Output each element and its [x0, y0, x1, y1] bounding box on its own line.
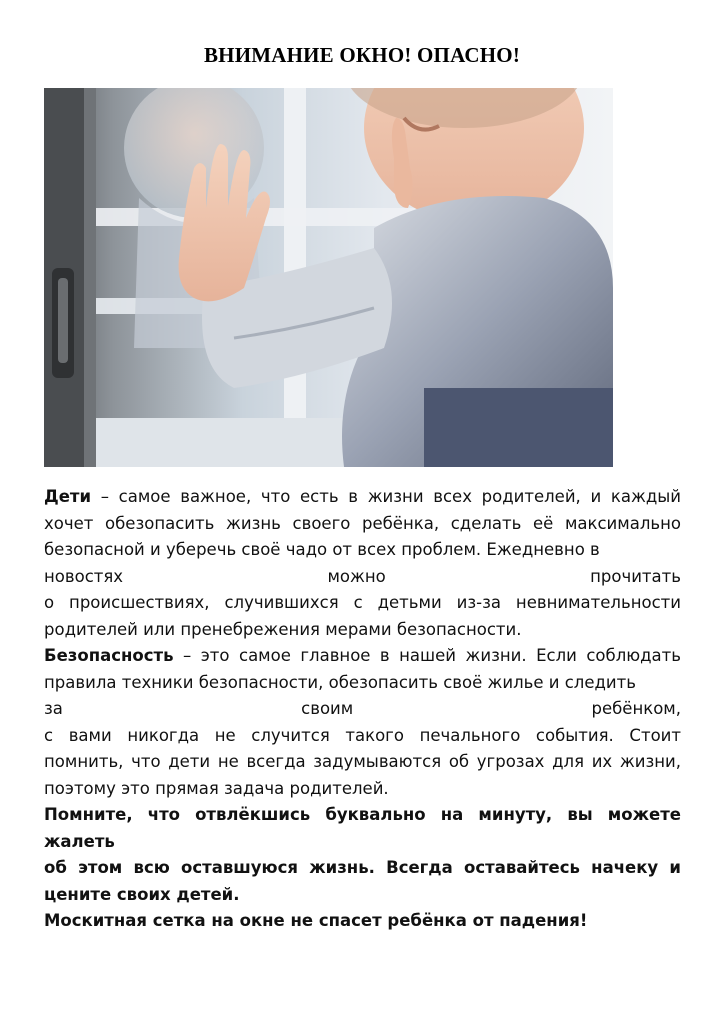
child-at-window-photo [44, 88, 613, 467]
paragraph-children-text-a: – самое важное, что есть в жизни всех родителей, и каждый хочет обезопасить жизнь своего ребёнка, сделать её максимально безопасной и уберечь своё чадо от всех проблем. Ежедневно в [44, 487, 681, 559]
paragraph-safety [44, 643, 681, 802]
paragraph-remember [44, 802, 681, 908]
article-body [44, 484, 681, 935]
paragraph-remember-line2: об этом всю оставшуюся жизнь. Всегда оставайтесь начеку и цените своих детей. [44, 858, 681, 904]
page-title: ВНИМАНИЕ ОКНО! ОПАСНО! [203, 43, 521, 67]
paragraph-safety-text-a: – это самое главное в нашей жизни. Если соблюдать правила техники безопасности, обезопасить своё жилье и следить [44, 646, 681, 692]
paragraph-children-justified-line: новостях можно прочитать [44, 566, 681, 586]
paragraph-children [44, 484, 681, 643]
lead-word-safety: Безопасность [44, 646, 174, 665]
paragraph-safety-text-b: с вами никогда не случится такого печального события. Стоит помнить, что дети не всегда задумываются об угрозах для их жизни, поэтому это прямая задача родителей. [44, 725, 681, 798]
paragraph-children-text-b: о происшествиях, случившихся с детьми из-за невнимательности родителей или пренебрежения мерами безопасности. [44, 593, 681, 639]
lead-word-children: Дети [44, 487, 92, 506]
paragraph-mosquito-net-warning: Москитная сетка на окне не спасет ребёнка от падения! [44, 911, 588, 930]
paragraph-safety-justified-line: за своим ребёнком, [44, 699, 681, 718]
paragraph-remember-line1: Помните, что отвлёкшись буквально на минуту, вы можете жалеть [44, 805, 681, 851]
